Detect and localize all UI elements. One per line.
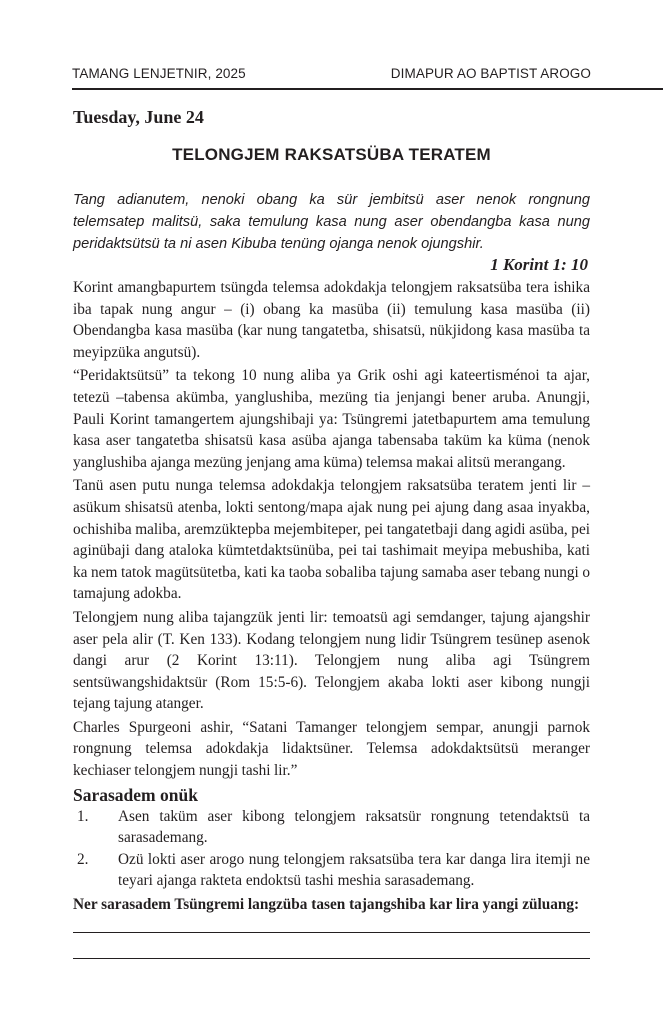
list-item-number: 2.: [77, 850, 89, 868]
devotional-date: Tuesday, June 24: [73, 107, 204, 127]
prayer-prompt: Ner sarasadem Tsüngremi langzüba tasen tajangshiba kar lira yangi züluang:: [73, 896, 580, 914]
list-item: [73, 849, 590, 892]
scripture-reference: 1 Korint 1: 10: [490, 255, 588, 274]
body-paragraph: Telongjem nung aliba tajangzük jenti lir: temoatsü agi semdanger, tajung ajangshir aser pela alir (T. Ken 133). Kodang telongjem nung lidir Tsüngrem tesünep asenok dangi arur (2 Korint 13:11). Telongjem nung aliba agi Tsüngrem sentsüwangshidaktsür (Rom 15:5-6). Telongjem akaba lokti aser kibong nungji tejang tajung atanger.: [73, 608, 590, 713]
list-item-number: 1.: [77, 807, 89, 825]
reflection-heading: Sarasadem onük: [73, 784, 198, 805]
list-item-text: Asen taküm aser kibong telongjem raksatsür rongnung tetendaktsü ta sarasademang.: [118, 807, 590, 847]
header-publication-title: TAMANG LENJETNIR, 2025: [72, 66, 246, 81]
body-paragraph: “Peridaktsütsü” ta tekong 10 nung aliba ya Grik oshi agi kateertisménoi ta ajar, tetezü –tabensa akümba, yanglushiba, mezüng tia jenjangi bener aruba. Anungji, Pauli Korint tamangertem ajungshibaji ya: Tsüngremi jatetbapurtem ama temulung kasa aser tangatetba shisatsü kasa asüba ajanga tabensaba taküm ka küma (nenok yanglushiba ajanga mezüng jenjang ama küma) telemsa makai alitsü merangang.: [73, 367, 590, 471]
devotional-title: TELONGJEM RAKSATSÜBA TERATEM: [172, 145, 491, 164]
body-paragraph: Charles Spurgeoni ashir, “Satani Tamanger telongjem sempar, anungji parnok rongnung telemsa adokdakja lidaktsüner. Telemsa adokdaktsütsü meranger kechiaser telongjem nungji tashi lir.”: [73, 718, 590, 780]
body-paragraph: Tanü asen putu nunga telemsa adokdakja telongjem raksatsüba teratem jenti lir – asükum shisatsü atenba, lokti sentong/mapa ajak nung pei ajung dang asaa inyakba, ochishiba maliba, aremzüktepba mejembiteper, pei tangatetbaji dang agidi asüba, pei aginübaji dang ataloka kümtetdaktsünüba, pei tai tashimait meyipa mebushiba, kati ka nem tatok magütsütetba, kati ka taoba sobaliba tajung samaba aser tebang nungi o tamajung adokba.: [73, 477, 590, 603]
reflection-list: [73, 806, 590, 892]
devotional-body: [73, 104, 590, 916]
writing-line: [73, 932, 590, 933]
header-publisher: DIMAPUR AO BAPTIST AROGO: [390, 66, 591, 81]
writing-line: [73, 958, 590, 959]
header-rule: [72, 88, 663, 90]
list-item-text: Ozü lokti aser arogo nung telongjem raksatsüba tera kar danga lira itemji ne teyari ajanga rakteta endoktsü tashi meshia sarasademang.: [118, 850, 590, 890]
body-paragraph: Korint amangbapurtem tsüngda telemsa adokdakja telongjem raksatsüba tera ishika iba tapak nung angur – (i) obang ka masüba (ii) temulung kasa masüba (ii) Obendangba kasa masüba (kar nung tangatetba, shisatsü, nükjidong kasa masüba ta meyipzüka angutsü).: [73, 279, 590, 361]
scripture-verse: Tang adianutem, nenoki obang ka sür jembitsü aser nenok rongnung telemsatep malitsü, saka temulung kasa nung aser obendangba kasa nung peridaktsütsü ta ni asen Kibuba tenüng ojanga nenok ojungshir.: [73, 192, 590, 252]
list-item: [73, 806, 590, 849]
page-header: [72, 66, 591, 88]
